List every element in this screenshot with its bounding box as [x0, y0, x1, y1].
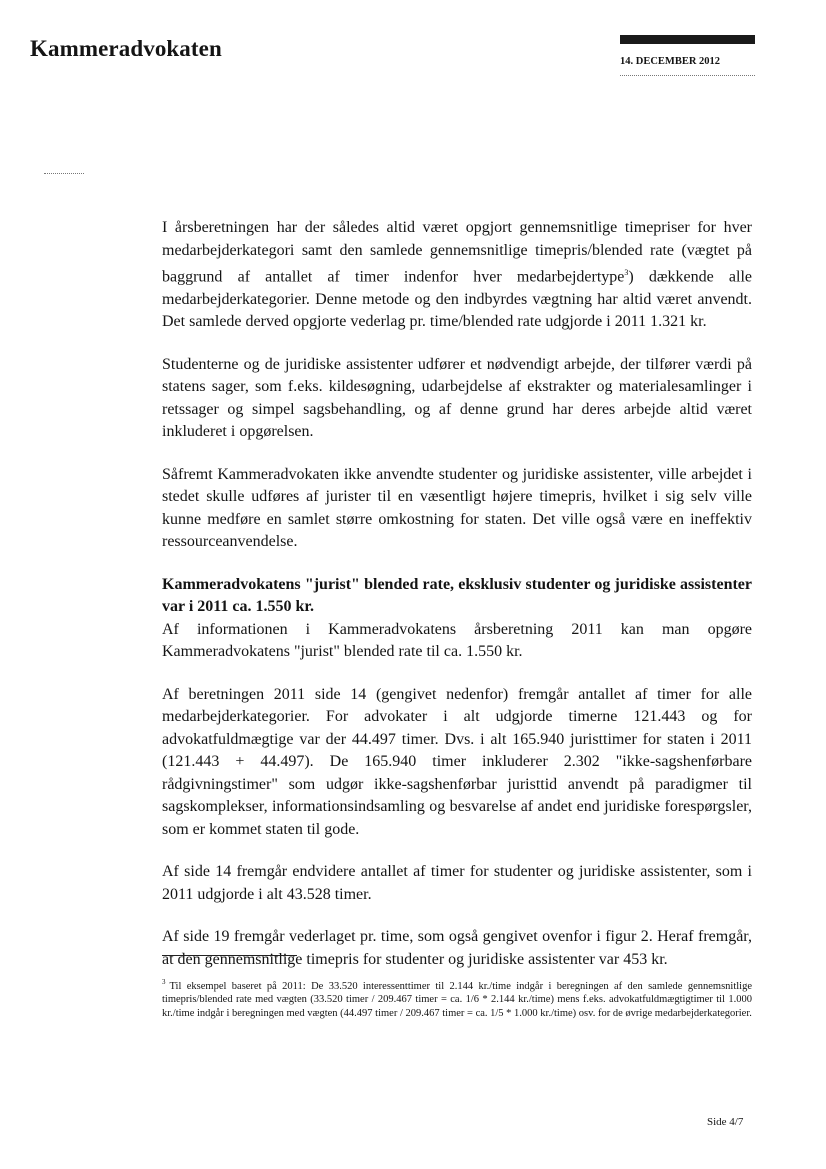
paragraph-4: Af informationen i Kammeradvokatens årsberetning 2011 kan man opgøre Kammeradvokatens "jurist" blended rate til ca. 1.550 kr. — [162, 620, 752, 661]
paragraph-1-start: I årsberetningen har der således altid været opgjort gennemsnitlige timepriser for hver medarbejderkategori samt den samlede gennemsnitlige timepris/blended rate (vægtet på baggrund af antallet af timer indenfor hver medarbejdertype — [162, 219, 752, 286]
footnote-text: Til eksempel baseret på 2011: De 33.520 interessenttimer til 2.144 kr./time indgår i beregningen af den samlede gennemsnitlige timepris/blended rate med vægten (33.520 timer / 209.467 timer = ca. 1/6 * 2.144 kr./time) mens f.eks. advokatfuldmægtigtimer til 1.000 kr./time indgår i beregningen med vægten (44.497 timer / 209.467 timer = ca. 1/5 * 1.000 kr./time) osv. for de øvrige medarbejderkategorier. — [162, 980, 752, 1019]
header-date: 14. DECEMBER 2012 — [620, 56, 721, 67]
header-dotted-rule — [620, 75, 755, 76]
margin-dotted-rule — [44, 173, 84, 174]
paragraph-1 — [162, 217, 752, 334]
header-bar — [620, 35, 755, 44]
paragraph-6: Af side 14 fremgår endvidere antallet af timer for studenter og juridiske assistenter, som i 2011 udgjorde i alt 43.528 timer. — [162, 863, 752, 903]
page-header-title: Kammeradvokaten — [30, 36, 222, 61]
paragraph-7: Af side 19 fremgår vederlaget pr. time, som også gengivet ovenfor i figur 2. Heraf fremgår, at den gennemsnitlige timepris for studenter og juridiske assistenter var 453 kr. — [162, 928, 752, 968]
paragraph-1-end: ) dækkende alle medarbejderkategorier. Denne metode og den indbyrdes vægtning har altid været anvendt. Det samlede derved opgjorte vederlag pr. time/blended rate udgjorde i 2011 1.321 kr. — [162, 268, 753, 331]
paragraph-5: Af beretningen 2011 side 14 (gengivet nedenfor) fremgår antallet af timer for alle medarbejderkategorier. For advokater i alt udgjorde timerne 121.443 og for advokatfuldmægtige var der 44.497 timer. Dvs. i alt 165.940 juristtimer for staten i 2011 (121.443 + 44.497). De 165.940 timer inkluderer 2.302 "ikke-sagshenførbare rådgivningstimer" som udgør ikke-sagshenførbar juristtid anvendt på paradigmer til sagskomplekser, informationsindsamling og besvarelse af andet end juridiske forespørgsler, som er kommet staten til gode. — [162, 685, 752, 838]
footnote-number: 3 — [162, 978, 166, 986]
paragraph-3: Såfremt Kammeradvokaten ikke anvendte studenter og juridiske assistenter, ville arbejdet i stedet skulle udføres af jurister til en væsentligt højere timepris, hvilket i sig selv ville kunne medføre en samlet større omkostning for staten. Det ville også være en ineffektiv ressourceanvendelse. — [162, 465, 752, 551]
footnote-rule — [162, 955, 297, 956]
footnote — [162, 976, 752, 1020]
section-heading: Kammeradvokatens "jurist" blended rate, eksklusiv studenter og juridiske assistenter var i 2011 ca. 1.550 kr. — [162, 575, 752, 616]
footnote-reference: 3 — [624, 268, 629, 277]
paragraph-2: Studenterne og de juridiske assistenter udfører et nødvendigt arbejde, der tilfører værdi på statens sager, som f.eks. kildesøgning, udarbejdelse af ekstrakter og materialesamlinger i retssager og simpel sagsbehandling, og af denne grund har deres arbejde altid været inkluderet i opgørelsen. — [162, 355, 752, 441]
page-number: Side 4/7 — [707, 1116, 744, 1128]
body-text — [162, 217, 752, 991]
